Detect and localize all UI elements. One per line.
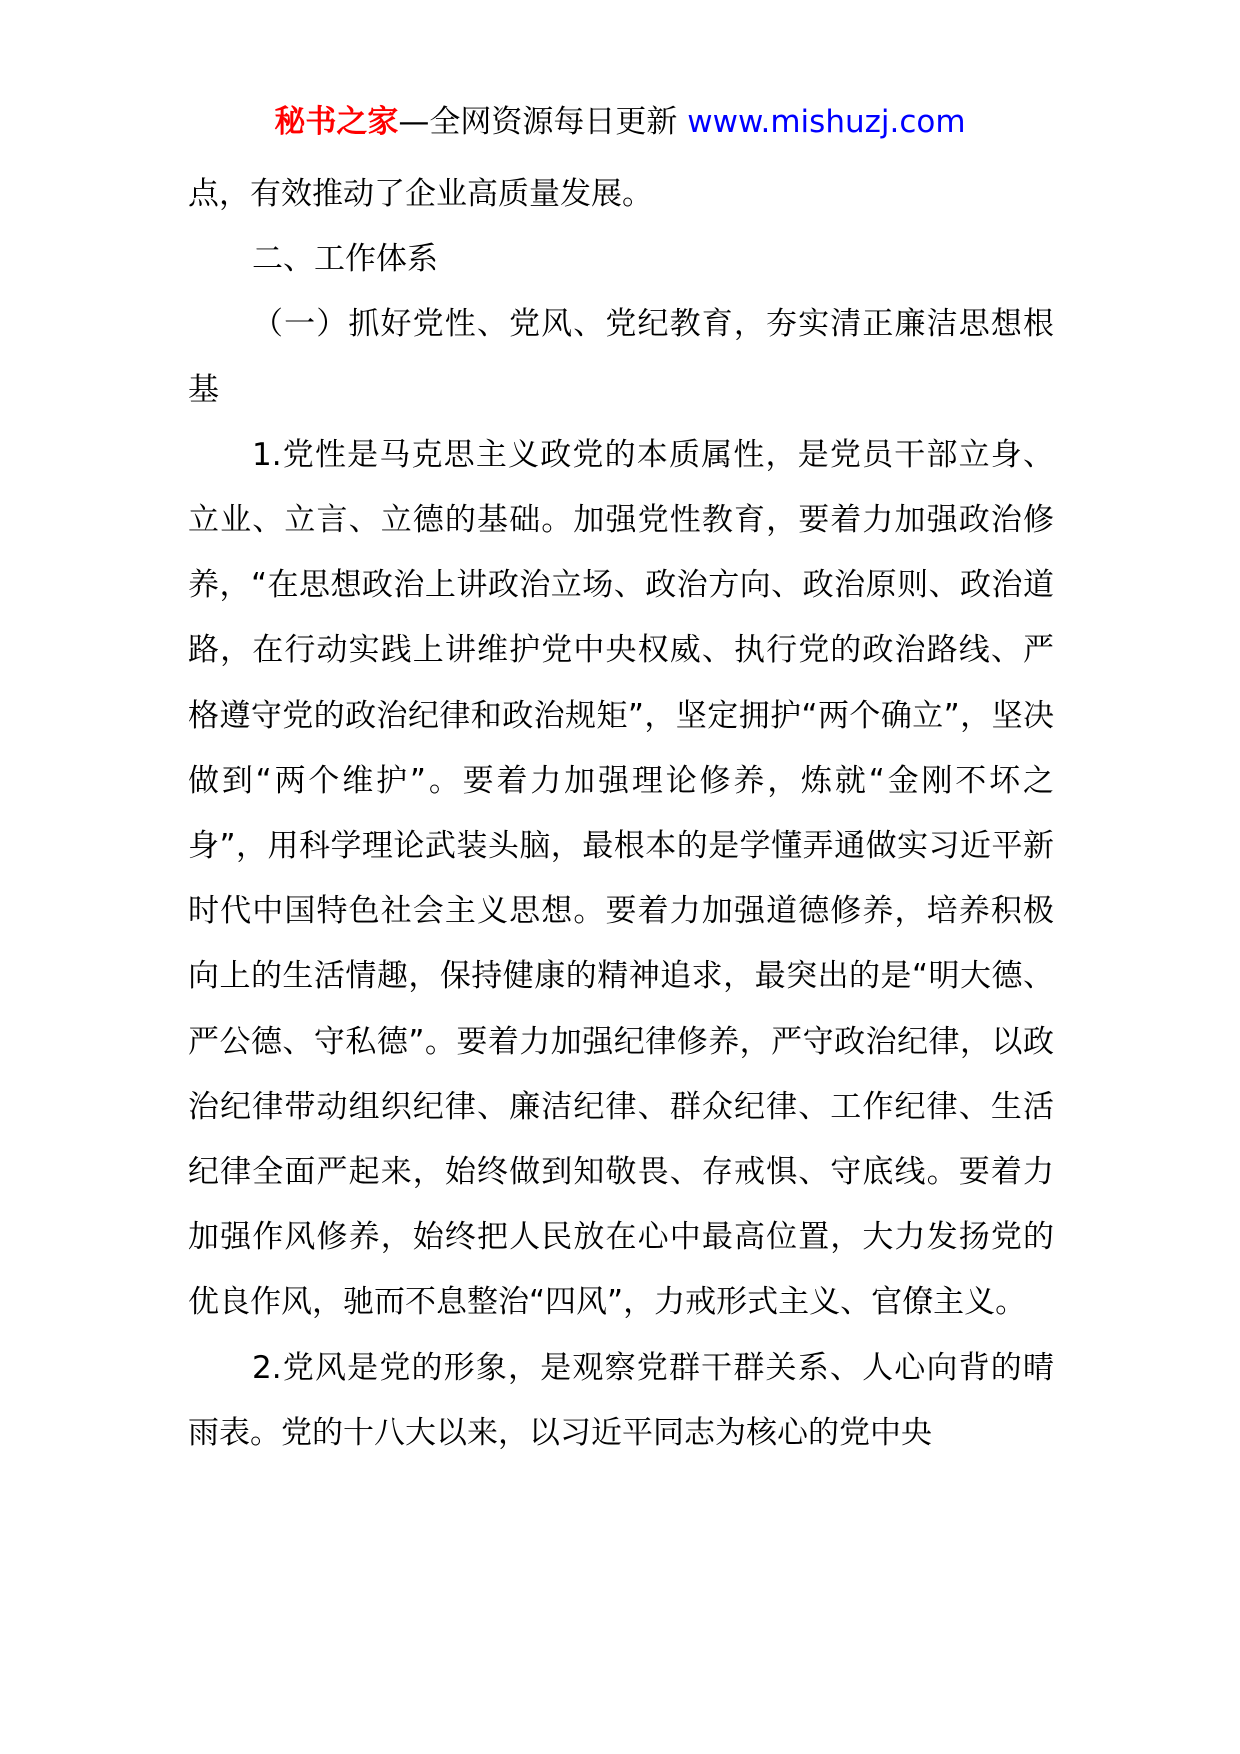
- section-heading: 二、工作体系: [252, 241, 438, 278]
- paragraph-continuation: 点，有效推动了企业高质量发展。: [188, 176, 653, 212]
- document-body: [188, 162, 1054, 1466]
- header-url-link[interactable]: www.mishuzj.com: [687, 104, 966, 140]
- watermark-header: [0, 98, 1240, 146]
- header-tagline: —全网资源每日更新: [398, 104, 678, 140]
- header-brand: 秘书之家: [274, 104, 399, 140]
- paragraph-item-1: 1.党性是马克思主义政党的本质属性，是党员干部立身、立业、立言、立德的基础。加强党性教育，要着力加强政治修养，“在思想政治上讲政治立场、政治方向、政治原则、政治道路，在行动实践上讲维护党中央权威、执行党的政治路线、严格遵守党的政治纪律和政治规矩”，坚定拥护“两个确立”，坚决做到“两个维护”。要着力加强理论修养，炼就“金刚不坏之身”，用科学理论武装头脑，最根本的是学懂弄通做实习近平新时代中国特色社会主义思想。要着力加强道德修养，培养积极向上的生活情趣，保持健康的精神追求，最突出的是“明大德、严公德、守私德”。要着力加强纪律修养，严守政治纪律，以政治纪律带动组织纪律、廉洁纪律、群众纪律、工作纪律、生活纪律全面严起来，始终做到知敬畏、存戒惧、守底线。要着力加强作风修养，始终把人民放在心中最高位置，大力发扬党的优良作风，驰而不息整治“四风”，力戒形式主义、官僚主义。: [188, 436, 1054, 1321]
- subsection-heading: （一）抓好党性、党风、党纪教育，夯实清正廉洁思想根基: [188, 306, 1054, 408]
- paragraph-item-2: 2.党风是党的形象，是观察党群干群关系、人心向背的晴雨表。党的十八大以来，以习近平同志为核心的党中央: [188, 1349, 1054, 1451]
